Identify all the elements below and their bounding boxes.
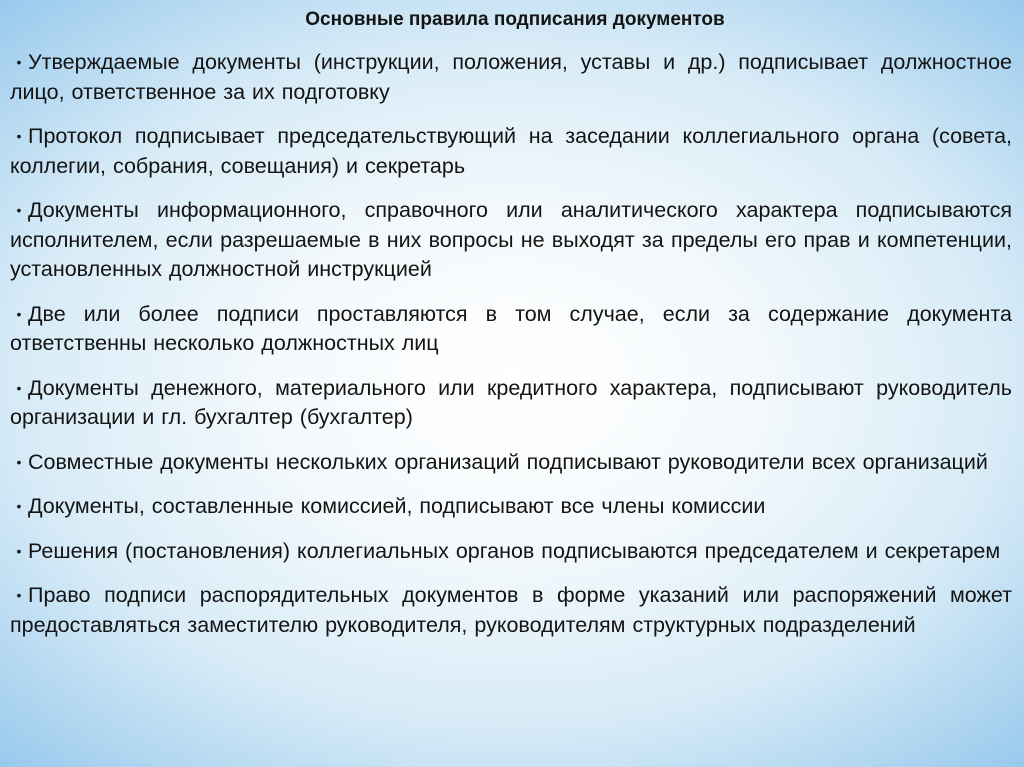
- rule-text: Две или более подписи проставляются в том случае, если за содержание документа ответственны несколько должностных лиц: [10, 301, 1012, 355]
- rule-item: [10, 48, 1012, 107]
- rule-text: Документы, составленные комиссией, подписывают все члены комиссии: [28, 494, 766, 518]
- rules-list: [10, 48, 1012, 640]
- bullet-icon: •: [16, 202, 22, 218]
- bullet-icon: •: [16, 587, 22, 603]
- rule-item: [10, 581, 1012, 640]
- rule-item: [10, 374, 1012, 433]
- rule-text: Документы информационного, справочного или аналитического характера подписываются исполнителем, если разрешаемые в них вопросы не выходят за пределы его прав и компетенции, установленных должностной инструкцией: [10, 198, 1012, 281]
- rule-text: Протокол подписывает председательствующий на заседании коллегиального органа (совета, коллегии, собрания, совещания) и секретарь: [10, 124, 1012, 178]
- bullet-icon: •: [16, 305, 22, 322]
- bullet-icon: •: [16, 542, 22, 559]
- rule-text: Право подписи распорядительных документов в форме указаний или распоряжений может предоставляться заместителю руководителя, руководителям структурных подразделений: [10, 583, 1012, 637]
- rule-item: [10, 537, 1012, 567]
- slide-title: Основные правила подписания документов: [305, 9, 725, 30]
- rule-text: Утверждаемые документы (инструкции, положения, уставы и др.) подписывает должностное лицо, ответственное за их подготовку: [10, 50, 1012, 104]
- rule-item: [10, 448, 1012, 478]
- bullet-icon: •: [16, 54, 22, 70]
- rule-text: Решения (постановления) коллегиальных органов подписываются председателем и секретарем: [28, 538, 1001, 563]
- bullet-icon: •: [16, 453, 22, 470]
- bullet-icon: •: [16, 379, 22, 396]
- rule-text: Документы денежного, материального или кредитного характера, подписывают руководитель организации и гл. бухгалтер (бухгалтер): [10, 375, 1012, 429]
- bullet-icon: •: [16, 128, 22, 144]
- rule-item: [10, 300, 1012, 359]
- bullet-icon: •: [16, 498, 22, 514]
- rule-item: [10, 122, 1012, 181]
- rule-item: [10, 196, 1012, 285]
- rule-item: [10, 492, 1012, 522]
- rule-text: Совместные документы нескольких организаций подписывают руководители всех организаций: [28, 449, 988, 474]
